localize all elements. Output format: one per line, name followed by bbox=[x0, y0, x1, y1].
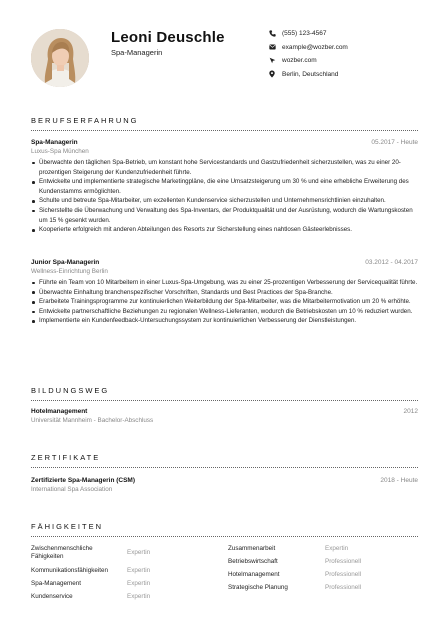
certificate-title: Zertifizierte Spa-Managerin (CSM) bbox=[31, 477, 136, 484]
job-date: 03.2012 - 04.2017 bbox=[365, 259, 418, 266]
list-item: Kooperierte erfolgreich mit anderen Abteilungen des Resorts zur Sicherstellung eines nahtlosen Gästeerlebnisses. bbox=[31, 225, 418, 235]
list-item: Entwickelte partnerschaftliche Beziehungen zu regionalen Wellness-Lieferanten, wodurch die Betriebskosten um 10 % reduziert wurden. bbox=[31, 307, 418, 317]
entry-header bbox=[31, 408, 418, 417]
skill-item bbox=[31, 580, 221, 588]
skill-name: Betriebswirtschaft bbox=[228, 558, 278, 565]
degree-title: Hotelmanagement bbox=[31, 408, 88, 415]
contact-text: wozber.com bbox=[282, 57, 317, 65]
experience-entry bbox=[31, 259, 418, 326]
entry-header bbox=[31, 139, 418, 148]
degree-date: 2012 bbox=[403, 408, 418, 415]
list-item: Entwickelte und implementierte strategische Marketingpläne, die eine Umsatzsteigerung um 30 % und eine erhebliche Erweiterung des Kundenstamms ermöglichten. bbox=[31, 177, 418, 196]
skill-name: Kundenservice bbox=[31, 593, 73, 600]
skill-name: Zwischenmenschliche Fähigkeiten bbox=[31, 545, 93, 560]
contact-text: (555) 123-4567 bbox=[282, 30, 327, 38]
candidate-role: Spa-Managerin bbox=[111, 48, 163, 57]
section-divider bbox=[31, 536, 418, 537]
skill-level: Professionell bbox=[325, 558, 362, 565]
location-icon bbox=[268, 70, 276, 78]
contact-text: Berlin, Deutschland bbox=[282, 70, 339, 78]
experience-entry bbox=[31, 139, 418, 235]
skill-item bbox=[31, 567, 221, 575]
skill-name: Spa-Management bbox=[31, 580, 82, 587]
entry-header bbox=[31, 477, 418, 486]
section-title-skills: FÄHIGKEITEN bbox=[31, 522, 104, 531]
skill-level: Expertin bbox=[127, 580, 151, 587]
phone-icon bbox=[268, 30, 276, 38]
contact-text: example@wozber.com bbox=[282, 43, 348, 51]
section-divider bbox=[31, 467, 418, 468]
skill-level: Expertin bbox=[127, 549, 151, 556]
skill-item bbox=[228, 584, 418, 592]
section-divider bbox=[31, 400, 418, 401]
job-title: Spa-Managerin bbox=[31, 139, 78, 146]
job-title: Junior Spa-Managerin bbox=[31, 259, 100, 266]
skill-item bbox=[31, 545, 221, 561]
email-icon bbox=[268, 43, 276, 51]
education-entry bbox=[31, 408, 418, 426]
section-divider bbox=[31, 130, 418, 131]
contact-location bbox=[268, 68, 438, 82]
achievement-list bbox=[31, 158, 418, 235]
skill-level: Expertin bbox=[127, 593, 151, 600]
entry-header bbox=[31, 259, 418, 268]
contact-list bbox=[268, 27, 438, 81]
list-item: Implementierte ein Kundenfeedback-Untersuchungssystem zur kontinuierlichen Verbesserung der Dienstleistungen. bbox=[31, 316, 418, 326]
certificate-date: 2018 - Heute bbox=[380, 477, 418, 484]
skill-level: Professionell bbox=[325, 571, 362, 578]
contact-website[interactable] bbox=[268, 54, 438, 68]
skill-level: Expertin bbox=[127, 567, 151, 574]
achievement-list bbox=[31, 278, 418, 326]
list-item: Erarbeitete Trainingsprogramme zur kontinuierlichen Weiterbildung der Spa-Mitarbeiter, was die Mitarbeitermotivation um 20 % erhöhte. bbox=[31, 297, 418, 307]
candidate-name: Leoni Deuschle bbox=[111, 29, 225, 46]
list-item: Überwachte den täglichen Spa-Betrieb, um konstant hohe Servicestandards und Gastzufriedenheit sicherzustellen, was zu einer 20-prozentigen Steigerung der Kundenzufriedenheit führte. bbox=[31, 158, 418, 177]
skill-item bbox=[31, 593, 221, 601]
job-date: 05.2017 - Heute bbox=[371, 139, 418, 146]
resume-header bbox=[0, 0, 448, 100]
skill-item bbox=[228, 571, 418, 579]
skill-level: Expertin bbox=[325, 545, 349, 552]
section-title-education: BILDUNGSWEG bbox=[31, 386, 110, 395]
institution-name: Universität Mannheim - Bachelor-Abschluss bbox=[31, 417, 154, 424]
certificate-issuer: International Spa Association bbox=[31, 486, 113, 493]
list-item: Führte ein Team von 10 Mitarbeitern in einer Luxus-Spa-Umgebung, was zu einer 25-prozentigen Verbesserung der Servicequalität führte. bbox=[31, 278, 418, 288]
skill-name: Zusammenarbeit bbox=[228, 545, 276, 552]
certificate-entry bbox=[31, 477, 418, 495]
skill-name: Kommunikationsfähigkeiten bbox=[31, 567, 109, 574]
section-title-certificates: ZERTIFIKATE bbox=[31, 453, 101, 462]
skill-item bbox=[228, 558, 418, 566]
company-name: Luxus-Spa München bbox=[31, 148, 89, 155]
list-item: Überwachte Einhaltung branchenspezifischer Vorschriften, Standards und Best Practices der Spa-Branche. bbox=[31, 288, 418, 298]
link-icon bbox=[268, 57, 276, 65]
list-item: Sicherstellte die Überwachung und Verwaltung des Spa-Inventars, der Produktqualität und der Ausrüstung, wodurch die Wartungskosten um 15 % gesenkt wurden. bbox=[31, 206, 418, 225]
skill-name: Strategische Planung bbox=[228, 584, 288, 591]
skill-level: Professionell bbox=[325, 584, 362, 591]
section-title-experience: BERUFSERFAHRUNG bbox=[31, 116, 139, 125]
company-name: Wellness-Einrichtung Berlin bbox=[31, 268, 108, 275]
skill-name: Hotelmanagement bbox=[228, 571, 280, 578]
contact-email[interactable] bbox=[268, 41, 438, 55]
skill-item bbox=[228, 545, 418, 553]
list-item: Schulte und betreute Spa-Mitarbeiter, um exzellenten Kundenservice sicherzustellen und Unternehmensrichtlinien einzuhalten. bbox=[31, 196, 418, 206]
avatar bbox=[31, 29, 89, 87]
contact-phone bbox=[268, 27, 438, 41]
